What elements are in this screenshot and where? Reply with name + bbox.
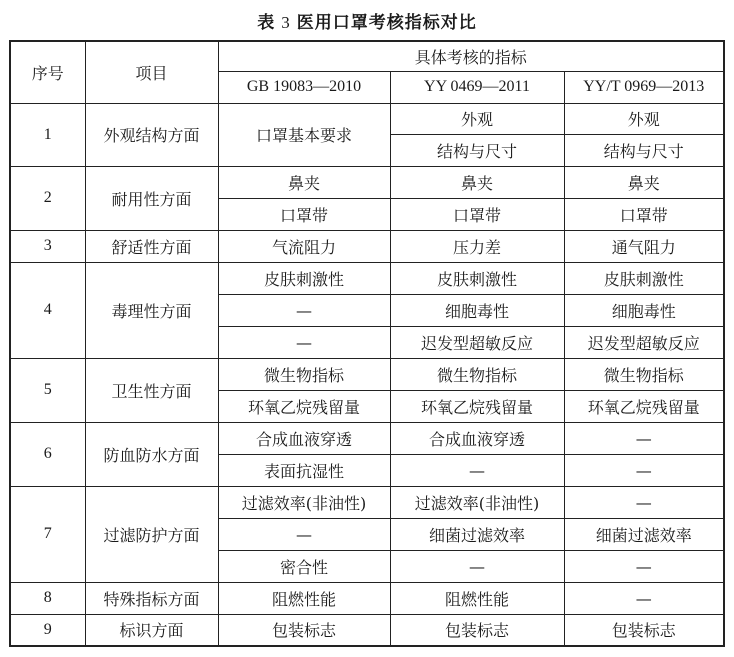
table-row bbox=[10, 614, 724, 646]
cell-yyt: 皮肤刺激性 bbox=[564, 262, 724, 294]
cell-yy: 迟发型超敏反应 bbox=[390, 326, 564, 358]
cell-yyt: 通气阻力 bbox=[564, 230, 724, 262]
table-row bbox=[10, 166, 724, 198]
caption-number: 3 bbox=[281, 13, 291, 32]
cell-gb: 皮肤刺激性 bbox=[218, 262, 390, 294]
cell-gb: — bbox=[218, 518, 390, 550]
cell-gb: — bbox=[218, 294, 390, 326]
cell-yy: 阻燃性能 bbox=[390, 582, 564, 614]
table-row bbox=[10, 262, 724, 294]
cell-gb: 口罩基本要求 bbox=[218, 103, 390, 166]
cell-yy: 外观 bbox=[390, 103, 564, 134]
cell-yy: — bbox=[390, 550, 564, 582]
row-seq-cell: 6 bbox=[10, 422, 85, 486]
cell-gb: 气流阻力 bbox=[218, 230, 390, 262]
cell-yyt: 环氧乙烷残留量 bbox=[564, 390, 724, 422]
header-standard-yy: YY 0469—2011 bbox=[390, 71, 564, 103]
row-seq-cell: 3 bbox=[10, 230, 85, 262]
cell-yyt: 迟发型超敏反应 bbox=[564, 326, 724, 358]
row-aspect-cell: 防血防水方面 bbox=[85, 422, 218, 486]
caption-title: 医用口罩考核指标对比 bbox=[296, 13, 477, 33]
cell-gb: 鼻夹 bbox=[218, 166, 390, 198]
row-aspect-cell: 耐用性方面 bbox=[85, 166, 218, 230]
cell-yyt: — bbox=[564, 422, 724, 454]
row-aspect-cell: 外观结构方面 bbox=[85, 103, 218, 166]
cell-yy: 过滤效率(非油性) bbox=[390, 486, 564, 518]
row-aspect-cell: 毒理性方面 bbox=[85, 262, 218, 358]
cell-gb: 微生物指标 bbox=[218, 358, 390, 390]
cell-yyt: — bbox=[564, 582, 724, 614]
table-row bbox=[10, 422, 724, 454]
cell-gb: 合成血液穿透 bbox=[218, 422, 390, 454]
cell-yy: 包装标志 bbox=[390, 614, 564, 646]
cell-yy: 微生物指标 bbox=[390, 358, 564, 390]
cell-yy: 细菌过滤效率 bbox=[390, 518, 564, 550]
table-caption bbox=[0, 8, 734, 33]
cell-gb: 口罩带 bbox=[218, 198, 390, 230]
cell-yy: 压力差 bbox=[390, 230, 564, 262]
comparison-table bbox=[9, 40, 725, 647]
cell-gb: — bbox=[218, 326, 390, 358]
row-aspect-cell: 卫生性方面 bbox=[85, 358, 218, 422]
cell-gb: 包装标志 bbox=[218, 614, 390, 646]
row-seq-cell: 7 bbox=[10, 486, 85, 582]
cell-yyt: 包装标志 bbox=[564, 614, 724, 646]
cell-yyt: 鼻夹 bbox=[564, 166, 724, 198]
table-row bbox=[10, 582, 724, 614]
header-indicator-group: 具体考核的指标 bbox=[218, 41, 724, 71]
header-row-top bbox=[10, 41, 724, 71]
cell-yyt: 口罩带 bbox=[564, 198, 724, 230]
cell-yy: 细胞毒性 bbox=[390, 294, 564, 326]
row-aspect-cell: 标识方面 bbox=[85, 614, 218, 646]
row-aspect-cell: 过滤防护方面 bbox=[85, 486, 218, 582]
cell-yyt: 外观 bbox=[564, 103, 724, 134]
caption-prefix: 表 bbox=[257, 13, 276, 33]
cell-yyt: — bbox=[564, 454, 724, 486]
row-aspect-cell: 舒适性方面 bbox=[85, 230, 218, 262]
cell-gb: 环氧乙烷残留量 bbox=[218, 390, 390, 422]
header-seq: 序号 bbox=[10, 41, 85, 103]
cell-yyt: — bbox=[564, 550, 724, 582]
cell-yyt: 细胞毒性 bbox=[564, 294, 724, 326]
cell-yy: 合成血液穿透 bbox=[390, 422, 564, 454]
cell-yy: 口罩带 bbox=[390, 198, 564, 230]
cell-gb: 密合性 bbox=[218, 550, 390, 582]
cell-yy: 皮肤刺激性 bbox=[390, 262, 564, 294]
row-seq-cell: 8 bbox=[10, 582, 85, 614]
table-body bbox=[10, 103, 724, 646]
table-row bbox=[10, 486, 724, 518]
row-seq-cell: 4 bbox=[10, 262, 85, 358]
table-row bbox=[10, 358, 724, 390]
cell-yyt: 结构与尺寸 bbox=[564, 134, 724, 166]
header-standard-gb: GB 19083—2010 bbox=[218, 71, 390, 103]
cell-yy: 环氧乙烷残留量 bbox=[390, 390, 564, 422]
table-row bbox=[10, 230, 724, 262]
row-aspect-cell: 特殊指标方面 bbox=[85, 582, 218, 614]
cell-gb: 表面抗湿性 bbox=[218, 454, 390, 486]
cell-yy: — bbox=[390, 454, 564, 486]
cell-yyt: 微生物指标 bbox=[564, 358, 724, 390]
header-item: 项目 bbox=[85, 41, 218, 103]
row-seq-cell: 1 bbox=[10, 103, 85, 166]
cell-yy: 结构与尺寸 bbox=[390, 134, 564, 166]
cell-yyt: 细菌过滤效率 bbox=[564, 518, 724, 550]
table-row bbox=[10, 103, 724, 134]
header-standard-yyt: YY/T 0969—2013 bbox=[564, 71, 724, 103]
cell-gb: 阻燃性能 bbox=[218, 582, 390, 614]
cell-yyt: — bbox=[564, 486, 724, 518]
cell-yy: 鼻夹 bbox=[390, 166, 564, 198]
row-seq-cell: 9 bbox=[10, 614, 85, 646]
row-seq-cell: 5 bbox=[10, 358, 85, 422]
cell-gb: 过滤效率(非油性) bbox=[218, 486, 390, 518]
row-seq-cell: 2 bbox=[10, 166, 85, 230]
